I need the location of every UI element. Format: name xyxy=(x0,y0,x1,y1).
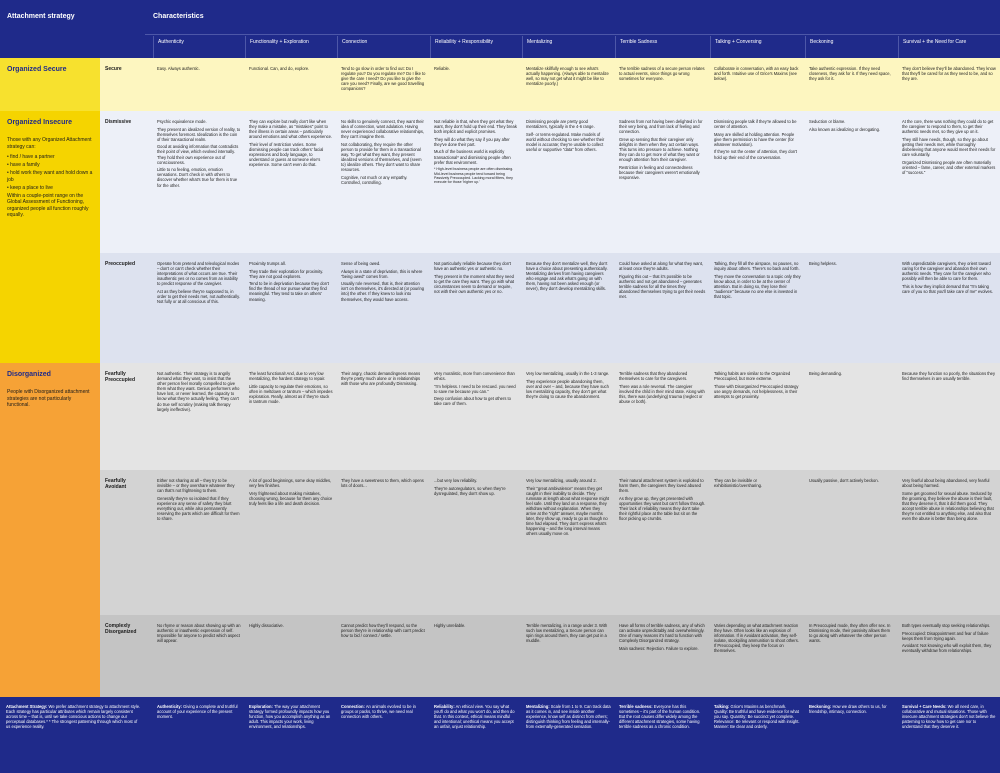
cell-paragraph: Many are skilled at holding attention. People give them permission to have the center (for whatever motivation). xyxy=(714,131,795,147)
definition-beckoning xyxy=(805,702,898,716)
characteristics-title: Characteristics xyxy=(153,13,204,20)
cell-paragraph: Not reliable in that, when they get what they want, they don't hold up their end. They break both implicit and explicit promises. xyxy=(434,119,517,135)
cell-paragraph: There was a role reversal. The caregiver involved the child in their mind state. Along with this, there was (underlying) trauma (neglect or abuse or both). xyxy=(619,383,705,404)
table-cell xyxy=(522,470,615,615)
cell-paragraph: Because they function so poorly, the situations they find themselves in are usually terrible. xyxy=(902,371,995,382)
table-cell xyxy=(337,253,430,363)
table-cell xyxy=(337,363,430,470)
cell-paragraph: Either not sharing at all – they try to be invisible – or they overshare whatever they can that's not frightening to them. xyxy=(157,478,235,494)
definition-reliability xyxy=(430,702,522,731)
cell-paragraph: Sadness from not having been delighted in for their very being, and from lack of feeling and connection. xyxy=(619,119,703,135)
header-left xyxy=(0,0,145,58)
table-cell xyxy=(337,470,430,615)
insecure-note: Within a couple-point range on the Global Assessment of Functioning, organized people all function roughly equally. xyxy=(7,192,89,218)
insecure-intro: Those with any Organized Attachment strategy can: xyxy=(7,137,92,150)
cell-paragraph: Seduction or blame. xyxy=(809,119,846,124)
cell-paragraph: Their natural attachment system is exploited to harm them, the caregivers they loved abused them. xyxy=(619,478,704,494)
table-cell xyxy=(710,470,805,615)
cell-paragraph: Those with Disorganized Preoccupied strategy use angry demands, not helplessness, in their attempts to get proximity. xyxy=(714,383,799,399)
cell-paragraph: Cognitive, not much or any empathy. Controlled, controlling. xyxy=(341,174,408,186)
cell-paragraph: Cannot predict how they'll respond, so the person they're in relationship with can't predict how to bid / connect / settle. xyxy=(341,623,425,639)
cell-paragraph: With unpredictable caregivers, they orient toward caring for the caregiver and abandon their own authentic needs. They care for the caregiver who possibly will then be able to care for them. xyxy=(902,261,991,282)
column-header: Talking + Conversing xyxy=(710,36,805,58)
table-cell xyxy=(430,111,522,253)
definition-text: How we draw others to us, for friendship, intimacy, connection. xyxy=(809,704,887,715)
header-rule xyxy=(145,34,1000,35)
cell-paragraph: Proximity trumps all. xyxy=(249,261,286,266)
cell-paragraph: Psychic equivalence mode. xyxy=(157,119,207,124)
cell-paragraph: Very frightened about making mistakes, choosing wrong, because for them any choice truly feels like a life and death decision. xyxy=(249,490,333,506)
cell-paragraph: In Preoccupied mode, they often offer sex. In Dismissing mode, their passivity allows them to go along with whatever the other person wants. xyxy=(809,623,891,644)
cell-paragraph: Tend to go slow in order to find out: Do I regulate you? Do you regulate me? Do I like to give the care I need? Do you like to give the care you need? Finally, are we good travelling companions? xyxy=(341,66,426,92)
cell-paragraph: Collaborate in conversation, with an easy back and forth. Intuitive use of Grice's Maxims (see below). xyxy=(714,66,799,82)
cell-paragraph: No skills to genuinely connect, they want their idea of connection, want adulation. Having never experienced collaborative relationships, they can't imagine them. xyxy=(341,119,425,140)
cell-paragraph: They experience people abandoning them, over and over – and, because they have such low mentalizing capacity, they don't get what they're doing to cause the abandonment. xyxy=(526,378,609,399)
cell-paragraph: Very low mentalizing, usually in the 1-3 range. xyxy=(526,371,610,376)
cell-paragraph: Could have asked at along for what they want, at least once they're adults. xyxy=(619,261,703,272)
table-cell xyxy=(153,615,245,697)
table-cell xyxy=(430,363,522,470)
table-cell xyxy=(522,58,615,111)
column-header: Terrible Sadness xyxy=(615,36,710,58)
cell-paragraph: They have a sweetness to them, which opens lots of doors... xyxy=(341,478,424,489)
definition-term: Beckoning: xyxy=(809,704,832,709)
cell-paragraph: Preoccupied: Disappointment and fear of failure keeps them from trying again. xyxy=(902,630,989,641)
column-header: Functionality + Exploration xyxy=(245,36,337,58)
table-cell xyxy=(805,253,898,363)
cell-paragraph: Being demanding. xyxy=(809,371,843,376)
cell-paragraph: Their angry, chaotic demandingness means they're pretty much alone or in relationships with those who are profoundly Dismissing. xyxy=(341,371,421,387)
definition-text: Giving a complete and truthful account of your experience of the present moment. xyxy=(157,704,238,720)
cell-paragraph: The terrible sadness of a secure person relates to actual events, since things go wrong sometimes for everyone. xyxy=(619,66,705,82)
table-cell xyxy=(898,470,1000,615)
cell-paragraph: Organized Dismissing people are often materially oriented – fame, career, and other external markers of "success." xyxy=(902,159,996,175)
table-cell xyxy=(153,470,245,615)
table-cell xyxy=(615,363,710,470)
table-cell xyxy=(430,253,522,363)
definition-term: Survival + Care Needs: xyxy=(902,704,947,709)
cell-paragraph: They can explore but really don't like when they make a mistake, as "mistakes" point to their illness in certain areas – particularly around emotions and what others experience. xyxy=(249,119,333,140)
cell-paragraph: Not collaborating, they require the other person to provide for them in a transactional way. To get what they want, they present idealized versions of themselves, and (seem to) idealize others. They don't want to share resources. xyxy=(341,141,422,173)
cell-paragraph: They trade their exploration for proximity. They are not good explorers. xyxy=(249,268,324,279)
cell-paragraph: They present an idealized version of reality, to themselves foremost. Idealization is the coin of their transactional realm. xyxy=(157,126,241,142)
cell-paragraph: No rhyme or reason about showing up with an authentic or inauthentic expression of self. Impossible for anyone to predict which aspect will appear. xyxy=(157,623,241,644)
cell-paragraph: Not authentic. Their strategy is to angrily demand what they want, to insist that the other person feel morally compelled to give them what they want. Genius performers who have lost, or never learned, the capacity to know what they're actually feeling. They can't do true self scrutiny (making talk therapy largely ineffective). xyxy=(157,371,240,412)
cell-paragraph: ...but very low reliability. xyxy=(434,478,478,483)
row-label-secure: Secure xyxy=(105,66,122,72)
cell-paragraph: Take authentic expression. If they need closeness, they ask for it. If they need space, they ask for it. xyxy=(809,66,891,82)
column-header: Authenticity xyxy=(153,36,245,58)
cell-paragraph: Dismissing people are pretty good mentalizers, typically in the 4-6 range. xyxy=(526,119,595,130)
secure-group xyxy=(0,58,100,82)
definition-authenticity xyxy=(153,702,245,721)
definition-term: Attachment Strategy: xyxy=(6,704,48,709)
list-item: • find / have a partner xyxy=(7,154,55,160)
definition-survival-care xyxy=(898,702,1000,731)
cell-paragraph: Dismissing people talk if they're allowed to be center of attention. xyxy=(714,119,797,130)
cell-paragraph: Sense of being owed. xyxy=(341,261,381,266)
table-cell xyxy=(615,111,710,253)
cell-paragraph: Much of the business world is explicitly transactional* and dismissing people often prefer that environment. xyxy=(434,149,511,165)
column-header: Reliability + Responsibility xyxy=(430,36,522,58)
cell-paragraph: Terrible sadness that they abandoned themselves to care for the caregivers. xyxy=(619,371,688,382)
table-cell xyxy=(805,363,898,470)
list-item: • have a family xyxy=(7,162,40,168)
cell-paragraph: Self- or terms-regulated. Make models of world without checking to see whether their model is accurate; they're unable to collect useful or supportive "data" from others. xyxy=(526,131,605,152)
list-item: • hold work they want and hold down a job xyxy=(7,170,93,183)
definition-text: We prefer attachment strategy to attachment style. Each strategy has particular attributes which remain largely consistent across time – that is, until we take conscious actions to change our perceptual databases.* * The strongest patterning through which most of us experience reality. xyxy=(6,704,141,730)
cell-paragraph: Figuring this out – that it's possible to be authentic and not get abandoned – generates terrible sadness for all the times they abandoned themselves trying to get their needs met. xyxy=(619,273,706,300)
column-header: Beckoning xyxy=(805,36,898,58)
table-cell xyxy=(615,253,710,363)
row-label-preoccupied: Preoccupied xyxy=(105,261,136,267)
table-cell xyxy=(245,363,337,470)
cell-paragraph: Highly unreliable. xyxy=(434,623,466,628)
table-cell xyxy=(153,363,245,470)
cell-paragraph: They move the conversation to a topic only they know about, in order to be at the center of attention. But in doing so, they lose their "audience" because no one else is invested in that topic. xyxy=(714,273,801,300)
definition-text: We all need care, in collaborative and mutual situations. Those with insecure attachment strategies don't not believe the patterning to know how to get care nor to understand that they deserve it. xyxy=(902,704,996,730)
cell-paragraph: Very fearful about being abandoned, very fearful about being harmed. xyxy=(902,478,990,489)
cell-paragraph: They don't believe they'll be abandoned. They know that they'll be cared for as they need to be, and so they are. xyxy=(902,66,996,82)
definition-text: Grice's Maxims as benchmark. Quality: Be truthful and have evidence for what you say. Quantity: Be succinct yet complete. Relevance: Be relevant or respond with insight. Manner: Be clear and orderly. xyxy=(714,704,800,730)
definition-term: Authenticity: xyxy=(157,704,183,709)
cell-paragraph: Their level of restriction varies. Some dismissing people can track others' facial expressions and body language, to understand or guess at someone else's experience. Some can't even do that. xyxy=(249,141,324,168)
insecure-capabilities xyxy=(7,154,93,191)
cell-paragraph: Because they don't mentalize well, they don't have a choice about presenting authentically. Mentalizing derives from having caregivers who engage and ask what's going on with them, having not been asked enough (or never), they don't develop mentalizing skills. xyxy=(526,261,608,292)
cell-paragraph: If they're not the center of attention, they don't hold up their end of the conversation. xyxy=(714,149,798,160)
definition-terrible-sadness xyxy=(615,702,710,731)
cell-paragraph: They present in the moment what they need to get the care they want. They go with what circumstances seem to demand or require, not with their own authentic yes or no. xyxy=(434,273,515,294)
disorganized-note: People with Disorganized attachment strategies are not particularly functional. xyxy=(7,389,90,408)
cell-paragraph: Also known as idealizing or derogating. xyxy=(809,126,881,132)
table-cell xyxy=(522,615,615,697)
cell-paragraph: Usually role reversed, that is, their attention isn't on themselves, it's directed at (or pouring into) the other. If they knew to look into themselves, they would have access. xyxy=(341,281,425,302)
table-cell xyxy=(710,253,805,363)
table-cell xyxy=(805,470,898,615)
table-cell xyxy=(898,58,1000,111)
column-header: Survival + the Need for Care xyxy=(898,36,1000,58)
cell-paragraph: Little to no feeling, emotion, emotion sensations. Don't check in with others to discover whether what's true for them is true for the other. xyxy=(157,167,238,188)
table-cell xyxy=(337,615,430,697)
cell-paragraph: The least functional! And, due to very low mentalizing, the hardest strategy to repair. xyxy=(249,371,326,382)
cell-paragraph: Mentalize skillfully enough to see what's actually happening. (Always able to mentalize well, so may not get what it might be like to mentalize poorly.) xyxy=(526,66,609,87)
insecure-group-title: Organized Insecure xyxy=(7,119,72,126)
table-cell xyxy=(153,111,245,253)
cell-paragraph: Very moralistic, more from convenience than ethics. xyxy=(434,371,515,382)
cell-paragraph: Generally they're so isolated that if they experience any sense of safety they blurt everything out, while also permanently reserving the parts which are difficult for them to share. xyxy=(157,495,240,522)
row-label-complexly: Complexly Disorganized xyxy=(105,623,137,635)
table-cell xyxy=(430,58,522,111)
definition-mentalizing xyxy=(522,702,615,731)
cell-paragraph: As they grow up, they get presented with opportunities they want but can't follow through. Their lack of reliability means they don't take their rightful place at the table but sit on the floor picking up crumbs. xyxy=(619,495,706,522)
definition-talking xyxy=(710,702,805,731)
insecure-group xyxy=(0,111,100,227)
cell-paragraph: Act as they believe they're supposed to, in order to get their needs met, not authentically. Not fully or at all conscious of this. xyxy=(157,288,240,305)
cell-paragraph: They will do what they say if you pay after they've done their part. xyxy=(434,136,510,147)
cell-paragraph: At the core, there was nothing they could do to get the caregiver to respond to them, to get their authentic needs met, so they give up on it. xyxy=(902,119,994,135)
table-cell xyxy=(615,58,710,111)
definition-term: Terrible sadness: xyxy=(619,704,653,709)
table-cell xyxy=(898,253,1000,363)
table-cell xyxy=(430,470,522,615)
table-cell xyxy=(615,615,710,697)
definition-text: Scale from 1 to 9. Can track data as it comes in, and see inside another experience, know self as distinct from others; distinguish thinking from feeling and internally- from externally-generated sensation. xyxy=(526,704,611,730)
table-cell xyxy=(153,58,245,111)
cell-paragraph: Operate from pretend and teleological modes – don't or can't check whether their interpretations of what occurs are true. Their inauthentic yes or no comes from an inability to predict response of the caregiver. xyxy=(157,261,240,287)
cell-paragraph: Their "great ambivalence" means they get caught in their inability to decide. They ruminate at length about what response might feel safe. Until they land on a response, they withdraw without explanation. When they arrive at the "right" answer, maybe months later, they show up, ready to go as though no time had elapsed. They don't express what's happening – and the long interval means others usually move on. xyxy=(526,485,610,537)
table-cell xyxy=(898,615,1000,697)
definition-text: An animals evolved to be in groups or packs, to thrive, we need real connection with others. xyxy=(341,704,416,720)
row-label-dismissive: Dismissive xyxy=(105,119,132,125)
table-cell xyxy=(245,470,337,615)
table-cell xyxy=(430,615,522,697)
definition-text: Everyone has this sometimes – it's part of the human condition. But the root causes differ widely among the different attachment strategies, some having terrible sadness as a chronic condition. xyxy=(619,704,701,730)
cell-paragraph: Little capacity to regulate their emotions, so often in meltdown or tantrum – which impedes exploration. Really, almost as if they're stuck in tantrum mode. xyxy=(249,383,333,404)
definition-exploration xyxy=(245,702,337,731)
cell-paragraph: This is how they implicit demand that "I'm taking care of you so that you'll take care of me" evolves. xyxy=(902,283,993,294)
cell-paragraph: Talking habits are similar to the Organized Preoccupied, but more extreme. xyxy=(714,371,791,382)
cell-paragraph: Restriction in feeling and connectedness because their caregivers weren't emotionally responsive. xyxy=(619,164,700,180)
table-cell xyxy=(805,58,898,111)
table-cell xyxy=(245,58,337,111)
table-cell xyxy=(805,111,898,253)
cell-paragraph: Have all forms of terrible sadness, any of which can activate unpredictably and overwhelmingly. One of many reasons it's hard to function with Complexly Disorganized strategy. xyxy=(619,623,705,644)
secure-group-title: Organized Secure xyxy=(7,66,67,73)
table-cell xyxy=(898,363,1000,470)
disorganized-group xyxy=(0,363,100,417)
definition-term: Mentalizing: xyxy=(526,704,550,709)
cell-paragraph: Not particularly reliable because they don't have an authentic yes or authentic no. xyxy=(434,261,512,272)
table-cell xyxy=(245,111,337,253)
cell-paragraph: Avoidant: Not knowing who will exploit them, they eventually withdraw from relationships. xyxy=(902,643,992,654)
cell-paragraph: Varies depending on what attachment reaction they have. Often looks like an explosion of information. If in Avoidant activation, they self-isolate, stockpiling ammunition to shoot others. If Preoccupied, they keep the focus on themselves. xyxy=(714,623,799,654)
row-label-ff-preoccupied: Fearfully Preoccupied xyxy=(105,371,136,383)
cell-paragraph: They still have needs, though, so they go about getting their needs met, while thoroughly disbelieving that anyone would meet their needs for care voluntarily. xyxy=(902,136,996,158)
cell-paragraph: Terrible mentalizing, in a range under 3. With such low mentalizing, a Secure person can spin rings around them, they can get put in a muddle. xyxy=(526,623,608,644)
definition-text: An ethical view. You say what you'll do and what you won't do, and then do that. In this context, ethical means mindful and intentional; unethical means you accept an unfair, unjust relationship. xyxy=(434,704,515,730)
definition-term: Talking: xyxy=(714,704,730,709)
table-cell xyxy=(710,615,805,697)
cell-paragraph: A lot of good beginnings, some okay middles, very few finishes. xyxy=(249,478,332,489)
row-label-ff-avoidant: Fearfully Avoidant xyxy=(105,478,127,490)
cell-paragraph: Some get groomed for sexual abuse. Seduced by the grooming, they believe the abuse is their fault, that they deserve it, that it did them good. They accept terrible abuse in relationships believing that they're not entitled to anything else, and also that even the abuse is better than being alone. xyxy=(902,490,994,522)
cell-paragraph: Being helpless. xyxy=(809,261,837,266)
cell-paragraph: Always in a state of deprivation, this is where "being owed" comes from. xyxy=(341,268,423,279)
table-cell xyxy=(522,363,615,470)
cell-paragraph: They're autoregulators, so when they're dysregulated, they don't show up. xyxy=(434,485,506,496)
cell-paragraph: "I'm helpless. I need to be rescued. you need to save me because you can." xyxy=(434,383,516,394)
table-cell xyxy=(153,253,245,363)
table-cell xyxy=(245,615,337,697)
attachment-strategy-title: Attachment strategy xyxy=(7,13,75,20)
table-cell xyxy=(337,111,430,253)
cell-paragraph: Grew up sensing that their caregiver only delights in them when they act certain ways. This turns into pressure to achieve. Nothing they can do to get more of what they want or enough attention from their caregiver. xyxy=(619,136,700,163)
table-cell xyxy=(710,58,805,111)
cell-paragraph: Deep confusion about how to get others to take care of them. xyxy=(434,396,511,407)
cell-paragraph: * High-level business people are often dismissing. Mid-level business people tend toward being Passively Preoccupied. Lacking moral filters, they execute for those 'higher up.' xyxy=(434,167,514,185)
definition-term: Exploration: xyxy=(249,704,273,709)
cell-paragraph: Main sadness: Rejection. Failure to explore. xyxy=(619,645,699,651)
definition-attachment-strategy xyxy=(2,702,145,731)
cell-paragraph: Talking, they fill all the airspace, no pauses, no inquiry about others. There's no back and forth. xyxy=(714,261,800,272)
definition-text: The way your attachment strategy formed profoundly impacts how you function, how you accomplish anything as an adult. This impacts your work, living environment, and relationships. xyxy=(249,704,331,730)
definition-term: Connection: xyxy=(341,704,365,709)
table-cell xyxy=(805,615,898,697)
table-cell xyxy=(522,253,615,363)
cell-paragraph: They can be invisible or exhibitionistic/oversharing. xyxy=(714,478,763,489)
column-header: Connection xyxy=(337,36,430,58)
table-cell xyxy=(615,470,710,615)
list-item: • keep a place to live xyxy=(7,184,53,191)
table-cell xyxy=(522,111,615,253)
table-cell xyxy=(710,111,805,253)
table-cell xyxy=(710,363,805,470)
disorganized-group-title: Disorganized xyxy=(7,371,51,378)
definition-connection xyxy=(337,702,430,721)
cell-paragraph: Usually passive, don't actively beckon. xyxy=(809,478,879,483)
definition-term: Reliability: xyxy=(434,704,455,709)
cell-paragraph: Highly dissociative. xyxy=(249,623,284,628)
column-header: Mentalizing xyxy=(522,36,615,58)
cell-paragraph: Easy. Always authentic. xyxy=(157,66,200,71)
cell-paragraph: Functional. Can, and do, explore. xyxy=(249,66,310,71)
cell-paragraph: Very low mentalizing, usually around 2. xyxy=(526,478,597,483)
cell-paragraph: Tend to be in deprivation because they don't find the thread of nor pursue what they find meaningful. They tend to take on others' meaning. xyxy=(249,281,329,302)
cell-paragraph: Both types eventually stop seeking relationships. xyxy=(902,623,991,628)
table-cell xyxy=(245,253,337,363)
cell-paragraph: Reliable. xyxy=(434,66,450,71)
table-cell xyxy=(337,58,430,111)
table-cell xyxy=(898,111,1000,253)
cell-paragraph: Good at avoiding information that contradicts their point of view, which evolved internally. They hold their own experience out of consciousness. xyxy=(157,144,239,165)
